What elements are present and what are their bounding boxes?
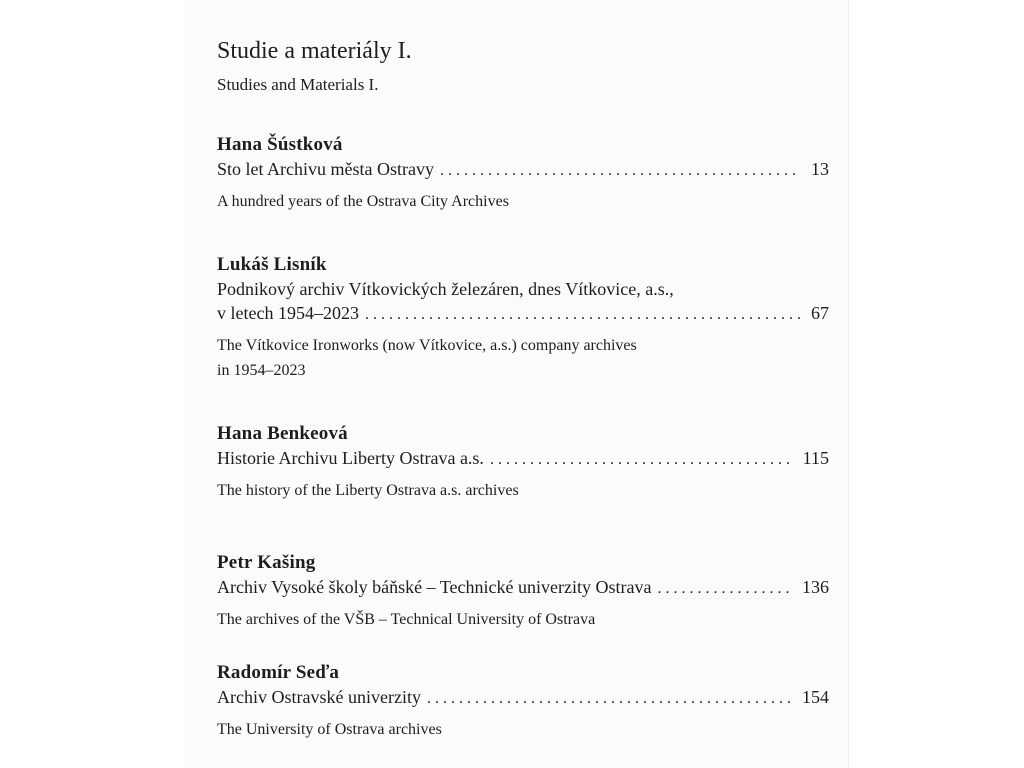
- toc-entry: [217, 661, 829, 742]
- page-number: 136: [802, 577, 829, 597]
- entry-title: Archiv Vysoké školy báňské – Technické univerzity Ostrava: [217, 577, 652, 597]
- dot-leader: [365, 303, 801, 327]
- dot-leader: [440, 159, 801, 183]
- toc-entry: [217, 253, 829, 383]
- entry-title: Podnikový archiv Vítkovických železáren, dnes Vítkovice, a.s.,: [217, 279, 674, 299]
- toc-entry: [217, 422, 829, 503]
- entry-english-title: [217, 333, 829, 383]
- toc-entry: [217, 133, 829, 214]
- entry-author: Radomír Seďa: [217, 662, 340, 683]
- english-title-line: A hundred years of the Ostrava City Archives: [217, 193, 509, 210]
- toc-title-line[interactable]: [217, 446, 829, 472]
- english-title-line: The archives of the VŠB – Technical University of Ostrava: [217, 611, 596, 628]
- toc-entry: [217, 551, 829, 632]
- entry-english-title: [217, 478, 829, 503]
- section-title: Studie a materiály I.: [217, 38, 412, 64]
- page-number: 115: [802, 448, 829, 468]
- english-title-line: The history of the Liberty Ostrava a.s. archives: [217, 482, 519, 499]
- entry-author: Petr Kašing: [217, 552, 316, 573]
- dot-leader: [657, 577, 792, 601]
- dot-leader: [490, 448, 793, 472]
- entry-title: Historie Archivu Liberty Ostrava a.s.: [217, 448, 484, 468]
- entry-author: Lukáš Lisník: [217, 254, 327, 275]
- entry-author: Hana Šústková: [217, 134, 343, 155]
- toc-title-line[interactable]: [217, 575, 829, 601]
- page-number: 154: [802, 687, 829, 707]
- book-page: [184, 0, 848, 768]
- entry-english-title: [217, 717, 829, 742]
- page-number: 67: [811, 303, 829, 323]
- entry-title: Archiv Ostravské univerzity: [217, 687, 421, 707]
- dot-leader: [427, 687, 792, 711]
- section-subtitle: Studies and Materials I.: [217, 75, 379, 94]
- entry-english-title: [217, 607, 829, 632]
- english-title-line: in 1954–2023: [217, 362, 306, 379]
- english-title-line: The University of Ostrava archives: [217, 721, 442, 738]
- entry-english-title: [217, 189, 829, 214]
- entry-title: Sto let Archivu města Ostravy: [217, 159, 434, 179]
- toc-title-line[interactable]: [217, 157, 829, 183]
- entry-author: Hana Benkeová: [217, 423, 348, 444]
- entry-title-continued: v letech 1954–2023: [217, 303, 359, 323]
- english-title-line: The Vítkovice Ironworks (now Vítkovice, a.s.) company archives: [217, 337, 637, 354]
- page-number: 13: [811, 159, 829, 179]
- toc-title-line[interactable]: [217, 685, 829, 711]
- toc-title-line[interactable]: [217, 301, 829, 327]
